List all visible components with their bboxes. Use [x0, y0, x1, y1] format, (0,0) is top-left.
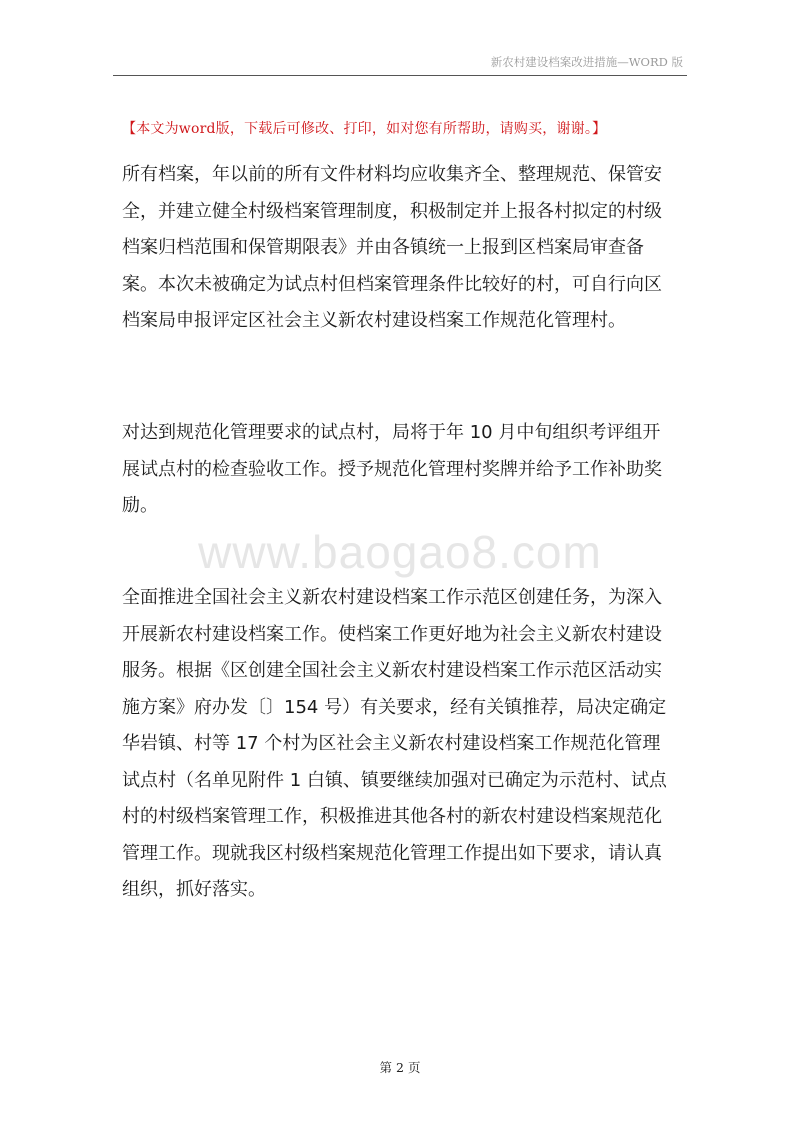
text-line: 施方案》府办发〔〕154 号）有关要求，经有关镇推荐，局决定确定: [122, 696, 667, 718]
text-line: 所有档案，年以前的所有文件材料均应收集齐全、整理规范、保管安: [122, 164, 662, 185]
text-line: 华岩镇、村等 17 个村为区社会主义新农村建设档案工作规范化管理: [122, 733, 661, 754]
header-title: 新农村建设档案改进措施—WORD 版: [490, 55, 683, 69]
text-line: 村的村级档案管理工作，积极推进其他各村的新农村建设档案规范化: [122, 806, 662, 827]
text-line: 开展新农村建设档案工作。使档案工作更好地为社会主义新农村建设: [122, 623, 662, 645]
text-line: 服务。根据《区创建全国社会主义新农村建设档案工作示范区活动实: [122, 660, 662, 681]
text-line: 档案归档范围和保管期限表》并由各镇统一上报到区档案局审查备: [122, 237, 644, 258]
text-line: 对达到规范化管理要求的试点村，局将于年 10 月中旬组织考评组开: [122, 422, 661, 443]
paragraph-2: [122, 415, 682, 525]
paragraph-1: [122, 157, 682, 340]
text-line: 组织，抓好落实。: [122, 879, 266, 900]
paragraph-3: [122, 580, 682, 909]
text-line: 励。: [122, 495, 158, 516]
page-number: 第 2 页: [379, 1060, 421, 1075]
text-line: 档案局申报评定区社会主义新农村建设档案工作规范化管理村。: [122, 310, 626, 331]
header-divider: [113, 75, 687, 76]
text-line: 展试点村的检查验收工作。授予规范化管理村奖牌并给予工作补助奖: [122, 458, 662, 480]
text-line: 管理工作。现就我区村级档案规范化管理工作提出如下要求，请认真: [122, 842, 662, 864]
text-line: 全，并建立健全村级档案管理制度，积极制定并上报各村拟定的村级: [122, 200, 662, 222]
download-notice: 【本文为word版，下载后可修改、打印，如对您有所帮助，请购买，谢谢。】: [122, 121, 607, 137]
watermark: www.baogao8.com: [198, 526, 602, 578]
text-line: 试点村（名单见附件 1 白镇、镇要继续加强对已确定为示范村、试点: [122, 769, 667, 791]
text-line: 案。本次未被确定为试点村但档案管理条件比较好的村，可自行向区: [122, 273, 662, 295]
text-line: 全面推进全国社会主义新农村建设档案工作示范区创建任务，为深入: [122, 587, 662, 608]
